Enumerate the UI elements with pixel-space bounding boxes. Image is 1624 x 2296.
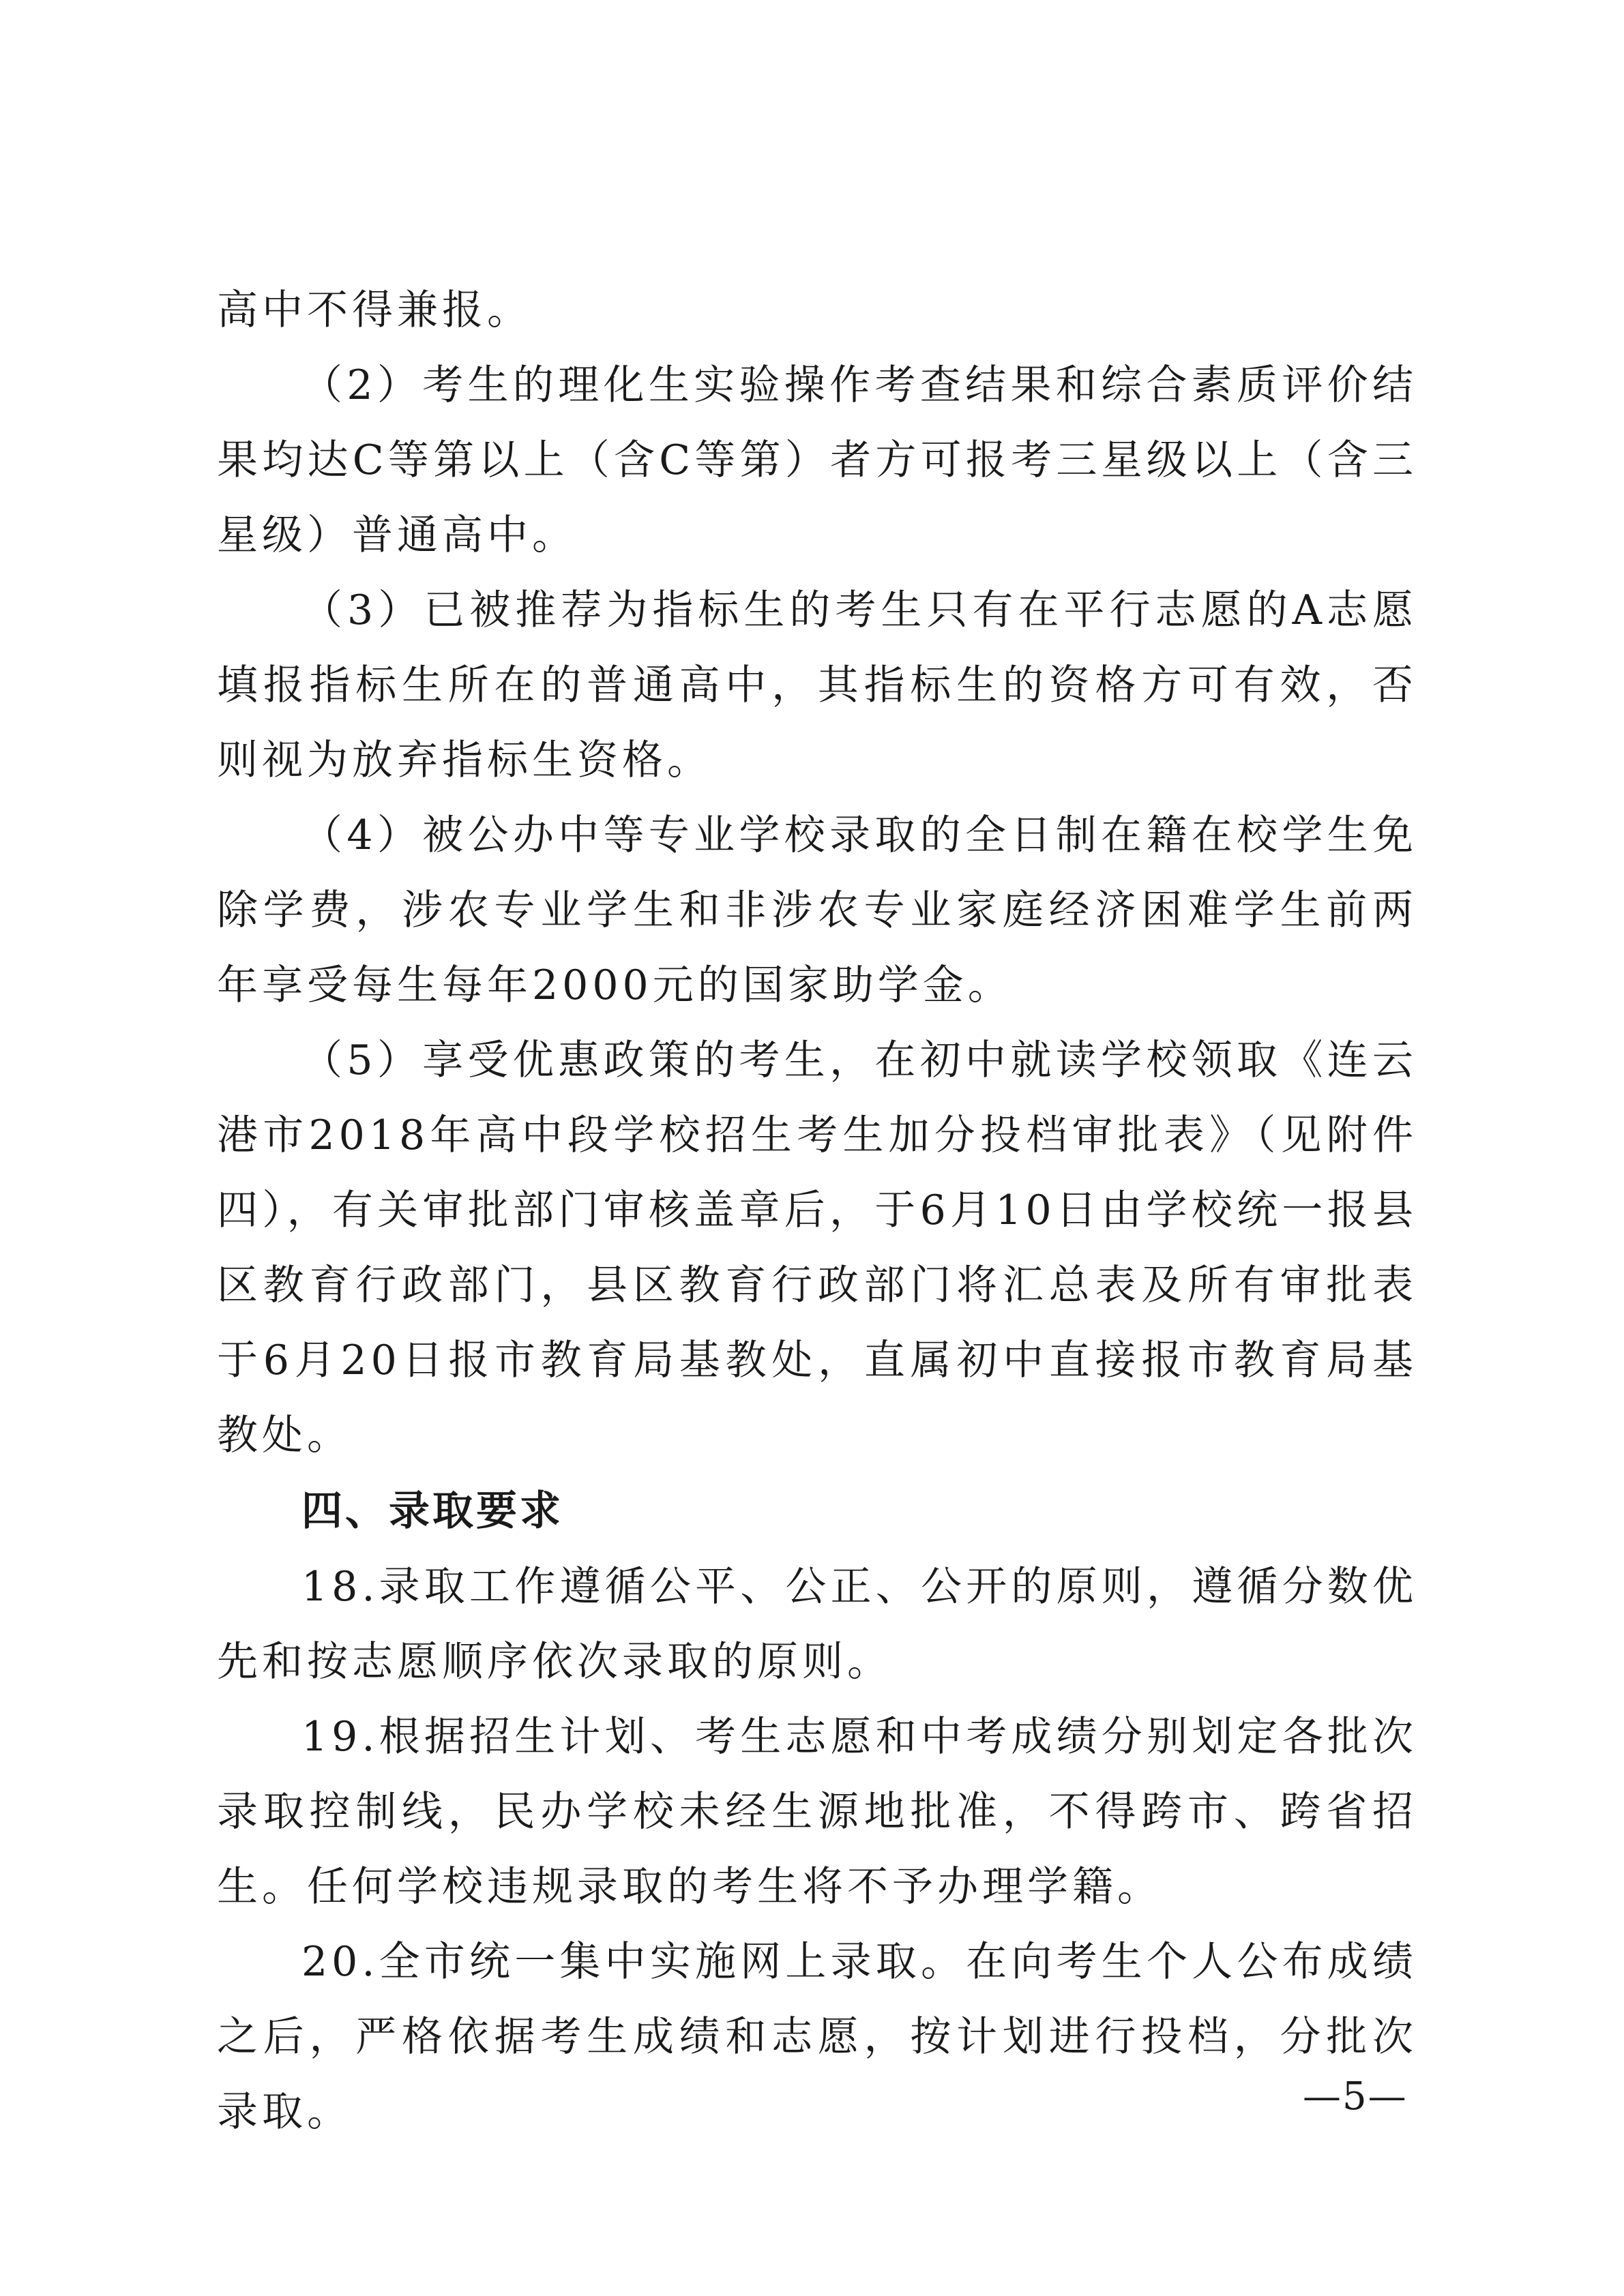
- article-19-paragraph: 19.根据招生计划、考生志愿和中考成绩分别划定各批次录取控制线，民办学校未经生源地批准，不得跨市、跨省招生。任何学校违规录取的考生将不予办理学籍。: [217, 1713, 1417, 1911]
- clause-4-paragraph: （4）被公办中等专业学校录取的全日制在籍在校学生免除学费，涉农专业学生和非涉农专业家庭经济困难学生前两年享受每生每年2000元的国家助学金。: [217, 811, 1417, 1009]
- clause-5-paragraph: （5）享受优惠政策的考生，在初中就读学校领取《连云港市2018年高中段学校招生考生加分投档审批表》（见附件四），有关审批部门审核盖章后，于6月10日由学校统一报县区教育行政部门，县区教育行政部门将汇总表及所有审批表于6月20日报市教育局基教处，直属初中直接报市教育局基教处。: [217, 1037, 1417, 1459]
- clause-3-paragraph: （3）已被推荐为指标生的考生只有在平行志愿的A志愿填报指标生所在的普通高中，其指标生的资格方可有效，否则视为放弃指标生资格。: [217, 586, 1417, 784]
- article-20-paragraph: 20.全市统一集中实施网上录取。在向考生个人公布成绩之后，严格依据考生成绩和志愿，按计划进行投档，分批次录取。: [217, 1938, 1417, 2136]
- article-18-paragraph: 18.录取工作遵循公平、公正、公开的原则，遵循分数优先和按志愿顺序依次录取的原则。: [217, 1563, 1417, 1686]
- section-heading: 四、录取要求: [301, 1487, 563, 1535]
- page-number: —5—: [1303, 2074, 1408, 2119]
- clause-2-paragraph: （2）考生的理化生实验操作考查结果和综合素质评价结果均达C等第以上（含C等第）者方可报考三星级以上（含三星级）普通高中。: [217, 361, 1417, 559]
- continuation-paragraph: 高中不得兼报。: [217, 286, 532, 334]
- body-text: [217, 273, 1417, 2149]
